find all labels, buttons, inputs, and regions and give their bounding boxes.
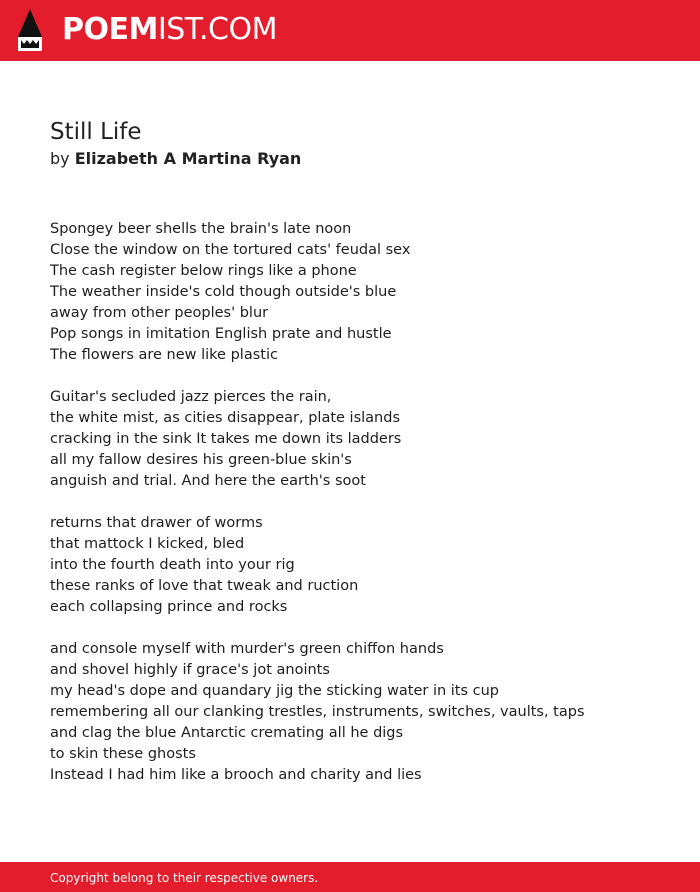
poem-stanza [50,639,670,786]
poem-line: The weather inside's cold though outside's blue [50,284,397,300]
poem-line: into the fourth death into your rig [50,557,295,573]
copyright-notice: Copyright belong to their respective owners. [50,871,319,885]
poem-line: remembering all our clanking trestles, instruments, switches, vaults, taps [50,704,585,720]
poem-line: and clag the blue Antarctic cremating all he digs [50,725,404,741]
by-label: by [50,149,70,168]
poem-line: cracking in the sink It takes me down its ladders [50,431,402,447]
poem-body [50,219,670,807]
poem-line: these ranks of love that tweak and ruction [50,578,359,594]
poem-line: the white mist, as cities disappear, plate islands [50,410,401,426]
poem-line: and console myself with murder's green chiffon hands [50,641,444,657]
pencil-logo-icon[interactable] [16,9,44,51]
poem-byline [50,149,301,169]
site-logo[interactable] [62,12,277,48]
logo-text-bold: POEM [62,12,158,47]
poem-line: Pop songs in imitation English prate and hustle [50,326,392,342]
poem-line: each collapsing prince and rocks [50,599,288,615]
site-footer [0,862,700,892]
poem-line: The cash register below rings like a phone [50,263,357,279]
poem-line: returns that drawer of worms [50,515,263,531]
poem-line: Guitar's secluded jazz pierces the rain, [50,389,332,405]
author-name[interactable]: Elizabeth A Martina Ryan [74,149,302,168]
poem-line: Close the window on the tortured cats' feudal sex [50,242,411,258]
poem-line: my head's dope and quandary jig the sticking water in its cup [50,683,500,699]
poem-stanza [50,513,670,618]
poem-title: Still Life [50,119,142,145]
site-header [0,0,700,61]
poem-line: anguish and trial. And here the earth's soot [50,473,366,489]
poem-line: The flowers are new like plastic [50,347,278,363]
poem-stanza [50,219,670,366]
poem-line: and shovel highly if grace's jot anoints [50,662,330,678]
logo-text-light: IST.COM [157,12,277,47]
poem-stanza [50,387,670,492]
poem-line: that mattock I kicked, bled [50,536,245,552]
poem-line: away from other peoples' blur [50,305,269,321]
poem-line: to skin these ghosts [50,746,196,762]
poem-line: all my fallow desires his green-blue skin's [50,452,352,468]
poem-line: Spongey beer shells the brain's late noon [50,221,352,237]
poem-line: Instead I had him like a brooch and charity and lies [50,767,422,783]
